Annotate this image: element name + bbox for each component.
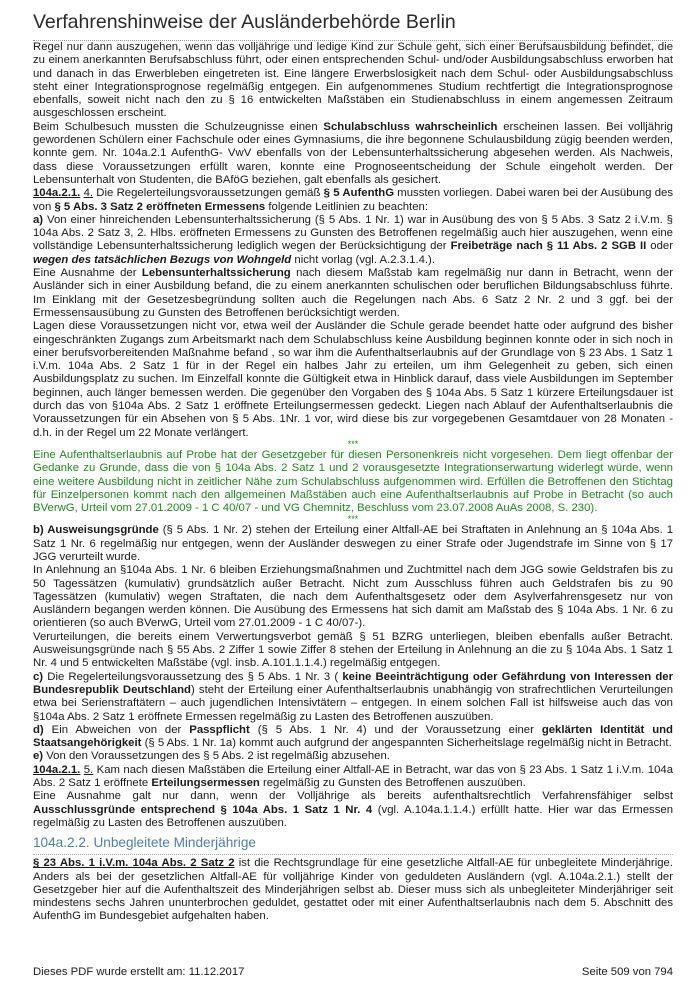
bold-text: Erteilungsermessen xyxy=(151,777,260,790)
bold-text: Freibeträge nach § 11 Abs. 2 SGB II xyxy=(450,240,647,253)
paragraph xyxy=(33,524,673,564)
paragraph xyxy=(33,790,673,830)
item-label: a) xyxy=(33,213,44,226)
item-label: d) xyxy=(33,723,44,736)
page-footer xyxy=(33,966,673,978)
paragraph xyxy=(33,320,673,440)
paragraph xyxy=(33,564,673,630)
text: In Anlehnung an §104a Abs. 1 Nr. 6 bleiben Erziehungsmaßnahmen und Zuchtmittel nach dem JGG sowie Geldstrafen bis zu 50 Tagessätzen (kumulativ) grundsätzlich außer Betracht. Nicht zum Ausschluss führen auch Geldstrafen bis zu 90 Tagessätzen (kumulativ) wegen Straftaten, die nach dem Aufenthaltsgesetz oder dem Asylverfahrensgesetz nur von Ausländern begangen werden können. Die Ausübung des Ermessens hat sich damit am Maßstab des § 104a Abs. 1 Nr. 6 zu orientieren (so auch BVerwG, Urteil vom 27.01.2009 - 1 C 40/07-). xyxy=(33,564,673,630)
paragraph xyxy=(33,857,673,923)
paragraph xyxy=(33,214,673,267)
text: erscheinen lassen. Bei volljährig gewordenen Schülern einer Fachschule oder eines Gymnasiums, die ihre begonnene Schulausbildung zügig beenden werden, konnte gem. Nr. 104a.2.1 AufenthG- VwV ebenfalls von der Lebensunterhaltssicherung abgesehen werden. Als Nachweis, dass diese Voraussetzungen erfüllt waren, konnte eine Prognoseentscheidung der Schule eingeholt werden. Der Lebensunterhalt von Studenten, die BAföG beziehen, galt ebenfalls als gesichert. xyxy=(33,120,673,186)
paragraph xyxy=(33,121,673,187)
paragraph xyxy=(33,671,673,724)
bold-text: Ausschlussgründe entsprechend § 104a Abs. 1 Satz 1 Nr. 4 xyxy=(33,803,373,816)
bold-text: Lebensunterhaltssicherung xyxy=(141,267,291,280)
text: folgende Leitlinien zu beachten: xyxy=(265,200,428,213)
green-paragraph xyxy=(33,449,673,515)
text: oder xyxy=(646,240,673,253)
item-label: b) Ausweisungsgründe xyxy=(33,524,159,537)
text: Beim Schulbesuch mussten die Schulzeugnisse einen xyxy=(33,120,324,133)
document-body xyxy=(33,41,673,924)
text: Von einer hinreichenden Lebensunterhaltssicherung (§ 5 Abs. 1 Nr. 1) war in Ausübung des von § 5 Abs. 3 Satz 2 i.V.m. § 104a Abs. 2 Satz 3, 2. Hlbs. eröffneten Ermessens zu Gunsten des Betroffenen regelmäßig auch hier auszugehen, wenn eine vollständige Lebensunterhaltssicherung lediglich wegen der Berücksichtigung der xyxy=(33,213,673,253)
text: nach diesem Maßstab kam regelmäßig nur dann in Betracht, wenn der Ausländer sich in einer Ausbildung befand, die zu einem anerkannten schulischen oder beruflichen Bildungsabschluss führte. Im Einklang mit der Gesetzesbegründung sollten auch die Regelungen nach Abs. 6 Satz 2 Nr. 2 und 3 ggf. bei der Ermessensausübung zu Gunsten des Betroffenen berücksichtigt werden. xyxy=(33,267,673,319)
separator-stars: *** xyxy=(347,514,359,525)
item-label: e) xyxy=(33,750,44,763)
text: nicht vorlag (vgl. A.2.3.1.4.). xyxy=(291,253,435,266)
paragraph xyxy=(33,41,673,121)
text: Verurteilungen, die bereits einem Verwertungsverbot gemäß § 51 BZRG unterliegen, bleiben ebenfalls außer Betracht. Ausweisungsgründe nach § 55 Abs. 2 Ziffer 1 sowie Ziffer 8 stehen der Erteilung in Anlehnung an die zu § 104a Abs. 1 Satz 1 Nr. 4 und 5 entwickelten Maßstäbe (vgl. insb. A.101.1.1.4.) regelmäßig entgegen. xyxy=(33,630,673,670)
text: Eine Ausnahme galt nur dann, wenn der Volljährige als bereits aufenthaltsrechtlich Verfahrensfähiger selbst xyxy=(33,790,673,803)
bold-text: Passpflicht xyxy=(189,723,250,736)
bold-italic-text: wegen des tatsächlichen Bezugs von Wohngeld xyxy=(33,253,292,266)
text: (§ 5 Abs. 1 Nr. 1a) kommt auch aufgrund der angespannten Sicherheitslage regelmäßig nicht in Betracht. xyxy=(141,737,672,750)
item-number: 4. xyxy=(83,187,94,200)
page-title: Verfahrenshinweise der Ausländerbehörde Berlin xyxy=(33,9,673,41)
bold-text: § 5 AufenthG xyxy=(323,187,395,200)
bold-text: geklärten Identität und Staatsangehörigkeit xyxy=(33,723,673,750)
item-number: 5. xyxy=(83,763,94,776)
created-date: Dieses PDF wurde erstellt am: 11.12.2017 xyxy=(33,966,245,978)
paragraph xyxy=(33,724,673,751)
text: Von den Voraussetzungen des § 5 Abs. 2 ist regelmäßig abzusehen. xyxy=(43,750,390,763)
legal-basis: § 23 Abs. 1 i.V.m. 104a Abs. 2 Satz 2 xyxy=(33,857,235,870)
item-label: c) xyxy=(33,670,44,683)
text: mussten vorliegen. Dabei waren bei der Ausübung des von xyxy=(33,187,673,213)
text: (vgl. A.104a.1.1.4.) erfüllt hatte. Hier war das Ermessen regelmäßig zu Lasten des Betroffenen auszuüben. xyxy=(33,803,674,829)
bold-text: Schulabschluss wahrscheinlich xyxy=(323,120,498,133)
text: Regel nur dann auszugehen, wenn das volljährige und ledige Kind zur Schule geht, sich einer Berufsausbildung befindet, die zu einem anerkannten Berufsabschluss führt, oder einen entsprechenden Schul- und/oder Ausbildungsabschluss erworben hat und danach in das Erwerbleben eingetreten ist. Eine längere Erwerbslosigkeit nach dem Schul- oder Ausbildungsabschluss steht einer Integrationsprognose regelmäßig entgegen. Ein aufgenommenes Studium rechtfertigt die Integrationsprognose ebenfalls, soweit nicht nach den zu § 16 entwickelten Maßstäben ein Studienabschluss in einem angemessen Zeitraum ausgeschlossen erscheint. xyxy=(33,41,673,120)
paragraph xyxy=(33,631,673,671)
text: Die Regelerteilungsvoraussetzung des § 5 Abs. 1 Nr. 3 ( xyxy=(43,670,343,683)
text: Die Regelerteilungsvoraussetzungen gemäß xyxy=(93,187,324,200)
text: (§ 5 Abs. 1 Nr. 4) und der Voraussetzung einer xyxy=(249,723,542,736)
text: (§ 5 Abs. 1 Nr. 2) stehen der Erteilung einer Altfall-AE bei Straftaten in Anlehnung an § 104a Abs. 1 Satz 1 Nr. 6 regelmäßig nur entgegen, wenn der Ausländer deswegen zu einer Strafe oder Jugendstrafe im Sinne von § 17 JGG verurteilt wurde. xyxy=(33,524,674,563)
bold-text: § 5 Abs. 3 Satz 2 eröffneten Ermessens xyxy=(54,200,266,213)
section-ref: 104a.2.1. xyxy=(33,763,81,776)
separator-stars: *** xyxy=(347,438,359,449)
text: Lagen diese Voraussetzungen nicht vor, etwa weil der Ausländer die Schule gerade beendet hatte oder aufgrund des bisher eingeschränkten Zugangs zum Arbeitsmarkt nach dem Schulabschluss keine Ausbildung beginnen konnte oder in sich noch in einer berufsvorbereitenden Maßnahme befand , so war ihm die Aufenthaltserlaubnis auf der Grundlage von § 23 Abs. 1 Satz 1 i.V.m. 104a Abs. 2 Satz 1 für in der Regel ein halbes Jahr zu erteilen, um ihm Gelegenheit zu geben, sich einen Ausbildungsplatz zu suchen. Im Einzelfall konnte die Gültigkeit etwa in Hinblick darauf, dass viele Ausbildungen im September beginnen, auch länger bemessen werden. Die gegenüber den Vorgaben des § 104a Abs. 5 Satz 1 kürzere Erteilungsdauer ist durch das von §104a Abs. 2 Satz 1 eröffnete Erteilungsermessen gedeckt. Liegen nach Ablauf der Aufenthaltserlaubnis die Voraussetzungen für ein Absehen von § 5 Abs. 1Nr. 1 vor, wird diese bis zur vorgegebenen Gesamtdauer von 28 Monaten - d.h. in der Regel um 22 Monate verlängert. xyxy=(33,320,673,439)
text: ) steht der Erteilung einer Aufenthaltserlaubnis unabhängig von strafrechtlichen Verurteilungen etwa bei Serienstraftätern – auch jugendlichen Intensivtätern – entgegen. In einem solchen Fall ist hilfsweise auch das von §104a Abs. 2 Satz 1 eröffnete Ermessen regelmäßig zu Lasten des Betroffenen auszuüben. xyxy=(33,683,673,723)
paragraph xyxy=(33,187,673,214)
bold-text: keine Beeinträchtigung oder Gefährdung von Interessen der Bundesrepublik Deutschland xyxy=(33,670,673,696)
page-number: Seite 509 von 794 xyxy=(581,966,673,978)
text: Kam nach diesen Maßstäben die Erteilung einer Altfall-AE in Betracht, war das von § 23 Abs. 1 Satz 1 i.V.m. 104a Abs. 2 Satz 1 eröffnete xyxy=(33,763,673,790)
paragraph xyxy=(33,267,673,320)
text: Eine Aufenthaltserlaubnis auf Probe hat der Gesetzgeber für diesen Personenkreis nicht vorgesehen. Dem liegt offenbar der Gedanke zu Grunde, dass die von § 104a Abs. 2 Satz 1 und 2 vorausgesetzte Integrationserwartung widerlegt würde, wenn eine weitere Ausbildung nicht in zeitlicher Nähe zum Schulabschluss aufgenommen wird. Erfüllen die Betroffenen den Stichtag für Einzelpersonen kommt nach den allgemeinen Maßstäben auch eine Aufenthaltserlaubnis auf Probe in Betracht (so auch BVerwG, Urteil vom 27.01.2009 - 1 C 40/07 - und VG Chemnitz, Beschluss vom 23.07.2008 AuAs 2008, S. 230). xyxy=(33,448,673,515)
section-heading: 104a.2.2. Unbegleitete Minderjährige xyxy=(33,835,673,855)
text: ist die Rechtsgrundlage für eine gesetzliche Altfall-AE für unbegleitete Minderjährige. Anders als bei der gesetzlichen Altfall-AE für volljährige Kinder von geduldeten Ausländern (vgl. A.104a.2.1.) stellt der Gesetzgeber hier auf die Aufenthaltszeit des Minderjährigen selbst ab. Dieser muss sich als unbegleiteter Minderjähriger seit mindestens sechs Jahren ununterbrochen geduldet, gestattet oder mit einer Aufenthaltserlaubnis nach dem 5. Abschnitt des AufenthG im Bundesgebiet aufgehalten haben. xyxy=(33,857,673,923)
text: Eine Ausnahme der xyxy=(33,267,142,280)
paragraph xyxy=(33,764,673,791)
section-ref: 104a.2.1. xyxy=(33,187,81,200)
text: Ein Abweichen von der xyxy=(43,723,190,736)
paragraph xyxy=(33,750,673,763)
text: regelmäßig zu Gunsten des Betroffenen auszuüben. xyxy=(259,777,526,790)
